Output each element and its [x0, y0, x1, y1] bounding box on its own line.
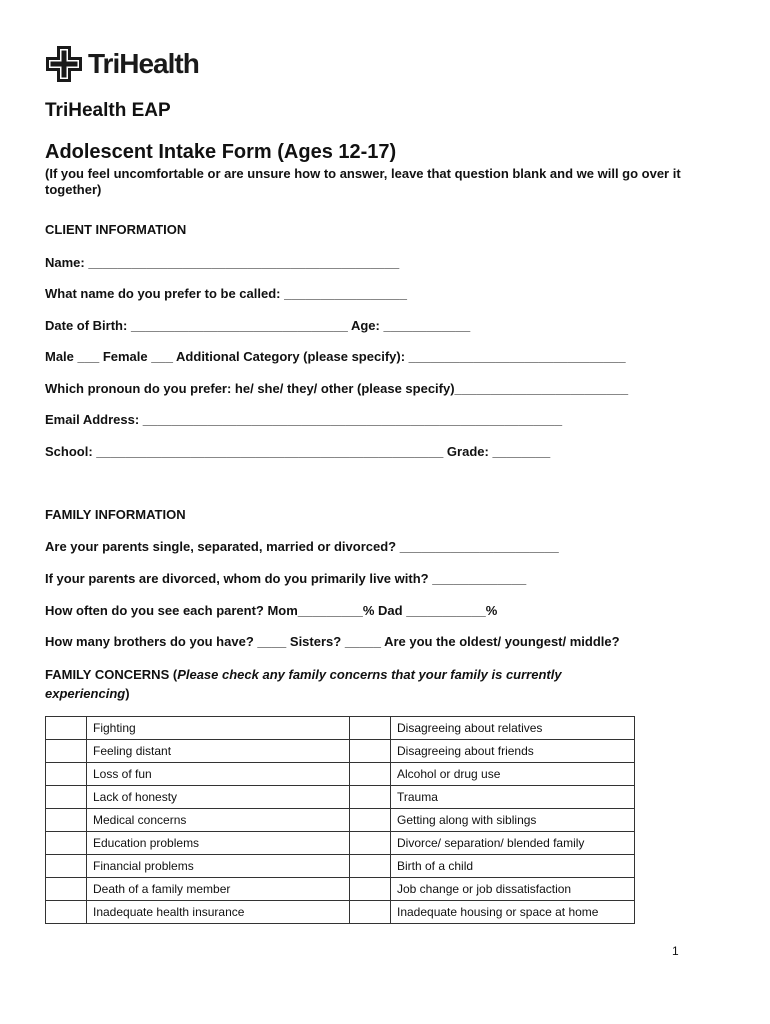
- concern-label: Trauma: [391, 786, 635, 809]
- parent-visits-field[interactable]: How often do you see each parent? Mom_________% Dad ___________%: [45, 603, 498, 618]
- form-title: Adolescent Intake Form (Ages 12-17): [45, 141, 397, 163]
- email-field[interactable]: Email Address: __________________________________________________________: [45, 412, 563, 427]
- concern-label: Financial problems: [87, 855, 350, 878]
- table-row: [46, 763, 635, 786]
- trihealth-cross-logo-icon: [44, 44, 84, 84]
- table-row: [46, 809, 635, 832]
- preferred-name-field[interactable]: What name do you prefer to be called: _________________: [45, 286, 408, 301]
- concern-checkbox[interactable]: [46, 901, 87, 924]
- gender-field[interactable]: Male ___ Female ___ Additional Category (please specify): ______________________________: [45, 349, 626, 364]
- family-concerns-table: [45, 716, 635, 924]
- concern-label: Loss of fun: [87, 763, 350, 786]
- concern-checkbox[interactable]: [350, 809, 391, 832]
- concern-label: Inadequate housing or space at home: [391, 901, 635, 924]
- org-title: TriHealth EAP: [45, 100, 171, 121]
- concern-label: Fighting: [87, 717, 350, 740]
- page-number: 1: [672, 944, 679, 958]
- table-row: [46, 832, 635, 855]
- concern-checkbox[interactable]: [46, 763, 87, 786]
- concern-checkbox[interactable]: [46, 855, 87, 878]
- concern-checkbox[interactable]: [350, 763, 391, 786]
- table-row: [46, 878, 635, 901]
- dob-age-field[interactable]: Date of Birth: ______________________________ Age: ____________: [45, 318, 471, 333]
- client-info-heading: CLIENT INFORMATION: [45, 222, 187, 237]
- table-row: [46, 786, 635, 809]
- concern-label: Divorce/ separation/ blended family: [391, 832, 635, 855]
- concern-label: Lack of honesty: [87, 786, 350, 809]
- concern-label: Job change or job dissatisfaction: [391, 878, 635, 901]
- trihealth-logo: [44, 44, 199, 84]
- logo-text: TriHealth: [88, 48, 199, 79]
- concern-checkbox[interactable]: [350, 717, 391, 740]
- form-intro: (If you feel uncomfortable or are unsure how to answer, leave that question blank and we will go over it together): [45, 166, 681, 197]
- concern-label: Alcohol or drug use: [391, 763, 635, 786]
- table-row: [46, 901, 635, 924]
- concern-checkbox[interactable]: [46, 740, 87, 763]
- family-info-heading: FAMILY INFORMATION: [45, 507, 186, 522]
- table-row: [46, 717, 635, 740]
- name-field[interactable]: Name: ___________________________________________: [45, 255, 400, 270]
- concern-checkbox[interactable]: [350, 832, 391, 855]
- concern-checkbox[interactable]: [350, 786, 391, 809]
- concern-label: Birth of a child: [391, 855, 635, 878]
- concern-checkbox[interactable]: [350, 855, 391, 878]
- concern-label: Medical concerns: [87, 809, 350, 832]
- concern-checkbox[interactable]: [350, 740, 391, 763]
- concern-checkbox[interactable]: [46, 832, 87, 855]
- parents-status-field[interactable]: Are your parents single, separated, married or divorced? ______________________: [45, 539, 559, 554]
- siblings-field[interactable]: How many brothers do you have? ____ Sisters? _____ Are you the oldest/ youngest/ middle?: [45, 634, 620, 649]
- primary-residence-field[interactable]: If your parents are divorced, whom do you primarily live with? _____________: [45, 571, 527, 586]
- concern-checkbox[interactable]: [46, 786, 87, 809]
- concern-label: Disagreeing about relatives: [391, 717, 635, 740]
- concern-label: Feeling distant: [87, 740, 350, 763]
- concern-checkbox[interactable]: [46, 878, 87, 901]
- family-concerns-heading: FAMILY CONCERNS (Please check any family concerns that your family is currently experiencing): [45, 667, 562, 701]
- concern-label: Disagreeing about friends: [391, 740, 635, 763]
- concern-checkbox[interactable]: [46, 717, 87, 740]
- concern-label: Education problems: [87, 832, 350, 855]
- concern-label: Inadequate health insurance: [87, 901, 350, 924]
- concern-checkbox[interactable]: [46, 809, 87, 832]
- table-row: [46, 740, 635, 763]
- concern-checkbox[interactable]: [350, 901, 391, 924]
- pronoun-field[interactable]: Which pronoun do you prefer: he/ she/ they/ other (please specify)________________________: [45, 381, 629, 396]
- concern-label: Getting along with siblings: [391, 809, 635, 832]
- table-row: [46, 855, 635, 878]
- concern-checkbox[interactable]: [350, 878, 391, 901]
- school-grade-field[interactable]: School: ________________________________________________ Grade: ________: [45, 444, 551, 459]
- concern-label: Death of a family member: [87, 878, 350, 901]
